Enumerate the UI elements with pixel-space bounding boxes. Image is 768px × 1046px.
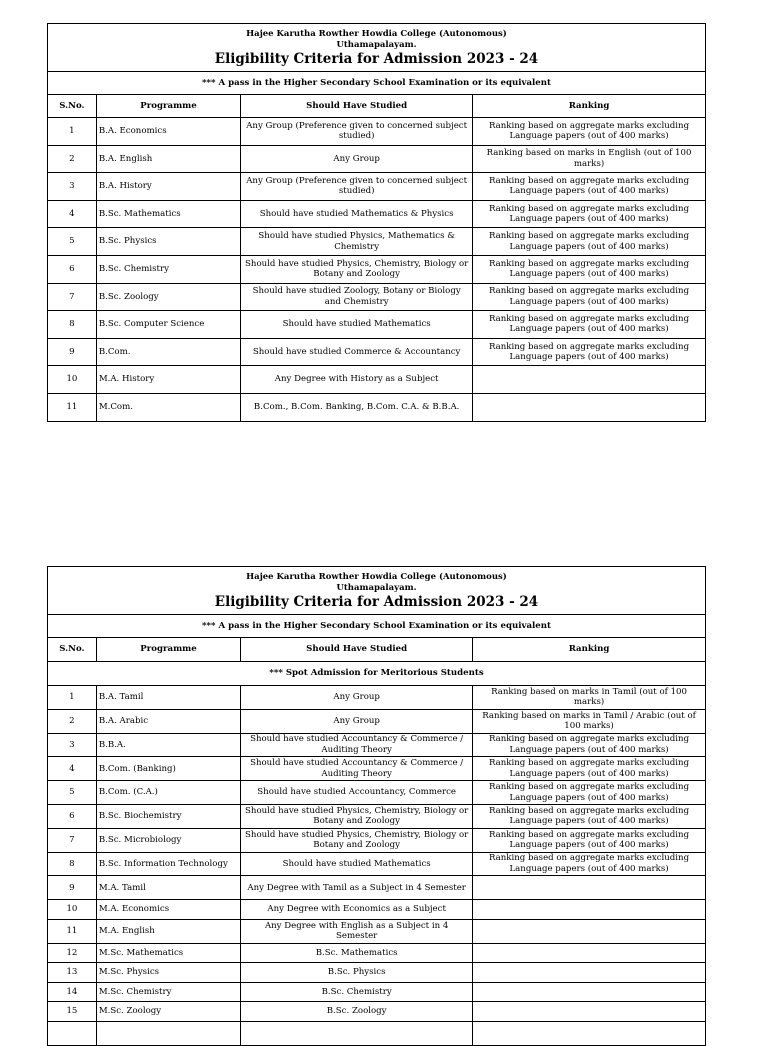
table-row <box>48 900 706 920</box>
cell-programme: M.A. History <box>96 366 240 394</box>
cell-ranking: Ranking based on aggregate marks excluding Language papers (out of 400 marks) <box>473 311 706 339</box>
table-row <box>48 1002 706 1022</box>
cell-sno: 13 <box>48 963 97 983</box>
cell-ranking: Ranking based on aggregate marks excluding Language papers (out of 400 marks) <box>473 200 706 228</box>
col-header-ranking: Ranking <box>473 638 706 662</box>
cell-studied: Should have studied Accountancy & Commerce / Auditing Theory <box>241 733 473 757</box>
table-row <box>48 283 706 311</box>
criteria-table-1 <box>47 23 706 422</box>
cell-programme: M.A. Economics <box>96 900 240 920</box>
cell-ranking <box>473 919 706 943</box>
cell-sno: 8 <box>48 852 97 876</box>
cell-studied: Any Group (Preference given to concerned subject studied) <box>241 118 473 146</box>
table-row <box>48 709 706 733</box>
cell-sno: 11 <box>48 919 97 943</box>
page-title: Eligibility Criteria for Admission 2023 - 24 <box>214 50 539 67</box>
col-header-programme: Programme <box>96 95 240 118</box>
table-row <box>48 393 706 421</box>
cell-studied: B.Sc. Chemistry <box>241 982 473 1002</box>
college-name: Hajee Karutha Rowther Howdia College (Autonomous) <box>246 28 507 39</box>
cell-studied: Should have studied Zoology, Botany or Biology and Chemistry <box>241 283 473 311</box>
col-header-studied: Should Have Studied <box>241 638 473 662</box>
header-cell <box>48 567 706 615</box>
spot-admission-row <box>48 662 706 686</box>
cell-programme: B.Sc. Physics <box>96 228 240 256</box>
college-name: Hajee Karutha Rowther Howdia College (Autonomous) <box>246 571 507 582</box>
cell-studied: Should have studied Accountancy, Commerce <box>241 781 473 805</box>
cell-programme: B.A. Arabic <box>96 709 240 733</box>
cell-sno: 11 <box>48 393 97 421</box>
cell-sno: 3 <box>48 173 97 201</box>
cell-studied: B.Com., B.Com. Banking, B.Com. C.A. & B.B.A. <box>241 393 473 421</box>
cell-ranking <box>473 900 706 920</box>
table-row <box>48 876 706 900</box>
cell-programme: M.A. Tamil <box>96 876 240 900</box>
table-row <box>48 200 706 228</box>
cell-studied: Should have studied Mathematics <box>241 852 473 876</box>
table-row <box>48 145 706 173</box>
eligibility-note-row <box>48 615 706 638</box>
cell-ranking: Ranking based on aggregate marks excluding Language papers (out of 400 marks) <box>473 852 706 876</box>
table-row-cut-off <box>48 1021 706 1045</box>
cell-ranking <box>473 943 706 963</box>
table-row <box>48 255 706 283</box>
cell-studied: B.Sc. Mathematics <box>241 943 473 963</box>
column-header-row <box>48 95 706 118</box>
cell-sno: 9 <box>48 876 97 900</box>
cell-programme: B.Sc. Information Technology <box>96 852 240 876</box>
cell-ranking: Ranking based on marks in Tamil / Arabic (out of 100 marks) <box>473 709 706 733</box>
table-header-block <box>48 567 706 615</box>
table-row <box>48 852 706 876</box>
table-row <box>48 173 706 201</box>
cell-sno: 4 <box>48 200 97 228</box>
cell-sno: 7 <box>48 828 97 852</box>
cell-ranking: Ranking based on aggregate marks excluding Language papers (out of 400 marks) <box>473 228 706 256</box>
column-header-row <box>48 638 706 662</box>
cell-programme: B.A. English <box>96 145 240 173</box>
table-row <box>48 311 706 339</box>
cell-programme: B.A. History <box>96 173 240 201</box>
cell-ranking: Ranking based on marks in English (out of 100 marks) <box>473 145 706 173</box>
table-row <box>48 118 706 146</box>
cell-programme: B.A. Tamil <box>96 686 240 710</box>
cell-sno: 6 <box>48 804 97 828</box>
cell-ranking <box>473 366 706 394</box>
cell-programme: M.Sc. Mathematics <box>96 943 240 963</box>
cell-studied: Should have studied Mathematics <box>241 311 473 339</box>
cell-programme: B.Sc. Computer Science <box>96 311 240 339</box>
cell-ranking: Ranking based on aggregate marks excluding Language papers (out of 400 marks) <box>473 283 706 311</box>
cell-studied: Should have studied Physics, Chemistry, Biology or Botany and Zoology <box>241 804 473 828</box>
table-row <box>48 338 706 366</box>
col-header-ranking: Ranking <box>473 95 706 118</box>
cell-studied: Should have studied Mathematics & Physics <box>241 200 473 228</box>
cell-sno: 2 <box>48 145 97 173</box>
table-row <box>48 686 706 710</box>
cell-programme: B.B.A. <box>96 733 240 757</box>
cell-sno: 1 <box>48 118 97 146</box>
cell-ranking: Ranking based on marks in Tamil (out of 100 marks) <box>473 686 706 710</box>
cell-sno: 14 <box>48 982 97 1002</box>
table-row <box>48 919 706 943</box>
cell-ranking <box>473 876 706 900</box>
cell-sno: 12 <box>48 943 97 963</box>
table-row <box>48 828 706 852</box>
cell-studied: Should have studied Commerce & Accountancy <box>241 338 473 366</box>
cell-programme: B.Sc. Biochemistry <box>96 804 240 828</box>
cell-programme: B.Com. (Banking) <box>96 757 240 781</box>
page-title: Eligibility Criteria for Admission 2023 - 24 <box>214 593 539 610</box>
spot-admission-note: *** Spot Admission for Meritorious Students <box>48 662 706 686</box>
cell-studied: Any Group <box>241 145 473 173</box>
cell-ranking: Ranking based on aggregate marks excluding Language papers (out of 400 marks) <box>473 118 706 146</box>
cell-studied: Any Degree with Tamil as a Subject in 4 Semester <box>241 876 473 900</box>
college-place: Uthamapalayam. <box>336 582 417 593</box>
cell-sno: 1 <box>48 686 97 710</box>
table-row <box>48 757 706 781</box>
cell-sno: 6 <box>48 255 97 283</box>
cell-studied: Any Degree with English as a Subject in 4 Semester <box>241 919 473 943</box>
cell-studied: Any Degree with Economics as a Subject <box>241 900 473 920</box>
col-header-programme: Programme <box>96 638 240 662</box>
cell-programme: M.Sc. Chemistry <box>96 982 240 1002</box>
cell-programme: M.A. English <box>96 919 240 943</box>
eligibility-note-row <box>48 72 706 95</box>
cell-studied: Any Group (Preference given to concerned subject studied) <box>241 173 473 201</box>
cell-sno: 10 <box>48 900 97 920</box>
cell-ranking <box>473 1002 706 1022</box>
cell-studied: B.Sc. Zoology <box>241 1002 473 1022</box>
cell-programme: M.Sc. Physics <box>96 963 240 983</box>
cell-studied: Any Group <box>241 686 473 710</box>
cell-ranking <box>473 963 706 983</box>
header-cell <box>48 24 706 72</box>
table-row <box>48 733 706 757</box>
cell-studied: B.Sc. Physics <box>241 963 473 983</box>
cell-sno: 15 <box>48 1002 97 1022</box>
table-header-block <box>48 24 706 72</box>
cell-studied: Should have studied Physics, Chemistry, Biology or Botany and Zoology <box>241 828 473 852</box>
cell-studied: Should have studied Physics, Mathematics & Chemistry <box>241 228 473 256</box>
cell-ranking: Ranking based on aggregate marks excluding Language papers (out of 400 marks) <box>473 781 706 805</box>
cell-programme: B.Sc. Mathematics <box>96 200 240 228</box>
cell-ranking: Ranking based on aggregate marks excluding Language papers (out of 400 marks) <box>473 757 706 781</box>
cell-ranking: Ranking based on aggregate marks excluding Language papers (out of 400 marks) <box>473 804 706 828</box>
cell-ranking <box>473 393 706 421</box>
cell-studied: Should have studied Physics, Chemistry, Biology or Botany and Zoology <box>241 255 473 283</box>
col-header-sno: S.No. <box>48 95 97 118</box>
cell-sno: 5 <box>48 781 97 805</box>
table-row <box>48 943 706 963</box>
cell-programme: M.Sc. Zoology <box>96 1002 240 1022</box>
eligibility-note: *** A pass in the Higher Secondary School Examination or its equivalent <box>48 72 706 95</box>
cell-ranking: Ranking based on aggregate marks excluding Language papers (out of 400 marks) <box>473 173 706 201</box>
table-row <box>48 366 706 394</box>
cell-programme: M.Com. <box>96 393 240 421</box>
cell-ranking <box>473 982 706 1002</box>
cell-ranking: Ranking based on aggregate marks excluding Language papers (out of 400 marks) <box>473 828 706 852</box>
cell-sno: 3 <box>48 733 97 757</box>
table-row <box>48 963 706 983</box>
cell-sno: 9 <box>48 338 97 366</box>
cell-studied: Should have studied Accountancy & Commerce / Auditing Theory <box>241 757 473 781</box>
cell-sno: 10 <box>48 366 97 394</box>
cell-studied: Any Degree with History as a Subject <box>241 366 473 394</box>
cell-programme: B.Com. <box>96 338 240 366</box>
college-place: Uthamapalayam. <box>336 39 417 50</box>
table-row <box>48 982 706 1002</box>
cell-programme: B.Sc. Microbiology <box>96 828 240 852</box>
eligibility-note: *** A pass in the Higher Secondary School Examination or its equivalent <box>48 615 706 638</box>
cell-programme: B.Sc. Chemistry <box>96 255 240 283</box>
cell-sno: 4 <box>48 757 97 781</box>
table-row <box>48 804 706 828</box>
criteria-table-2 <box>47 566 706 1046</box>
cell-studied: Any Group <box>241 709 473 733</box>
cell-sno: 8 <box>48 311 97 339</box>
cell-ranking: Ranking based on aggregate marks excluding Language papers (out of 400 marks) <box>473 255 706 283</box>
cell-ranking: Ranking based on aggregate marks excluding Language papers (out of 400 marks) <box>473 733 706 757</box>
cell-programme: B.Sc. Zoology <box>96 283 240 311</box>
col-header-studied: Should Have Studied <box>241 95 473 118</box>
cell-ranking: Ranking based on aggregate marks excluding Language papers (out of 400 marks) <box>473 338 706 366</box>
cell-sno: 2 <box>48 709 97 733</box>
cell-sno: 5 <box>48 228 97 256</box>
table-row <box>48 781 706 805</box>
cell-sno: 7 <box>48 283 97 311</box>
table-row <box>48 228 706 256</box>
cell-programme: B.A. Economics <box>96 118 240 146</box>
col-header-sno: S.No. <box>48 638 97 662</box>
cell-programme: B.Com. (C.A.) <box>96 781 240 805</box>
